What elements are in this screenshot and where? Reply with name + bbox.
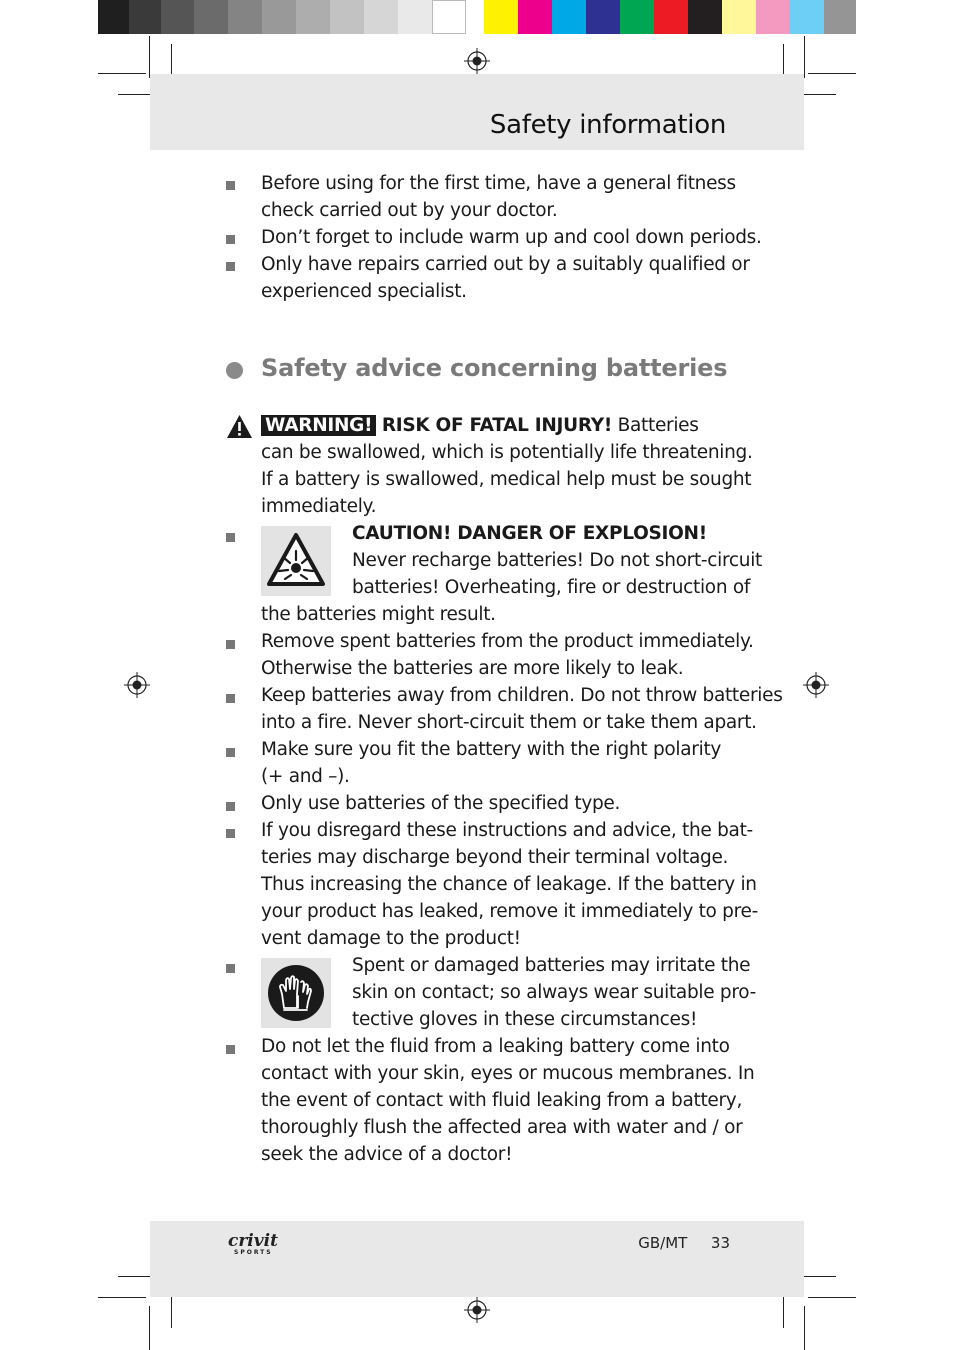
warning-text: Batteries (617, 415, 699, 436)
warning-headline: RISK OF FATAL INJURY! (381, 415, 613, 436)
brand-logo: crivit (228, 1231, 278, 1251)
text-line: Otherwise the batteries are more likely to leak. (261, 658, 684, 679)
explosion-headline: CAUTION! DANGER OF EXPLOSION! (352, 523, 707, 544)
page-number: 33 (710, 1234, 730, 1252)
text-line: your product has leaked, remove it immediately to pre- (261, 901, 758, 922)
text-line: the event of contact with fluid leaking from a battery, (261, 1090, 743, 1111)
warning-line (261, 412, 699, 439)
text-line: seek the advice of a doctor! (261, 1144, 513, 1165)
text-line: skin on contact; so always wear suitable pro- (352, 982, 756, 1003)
warning-badge: WARNING! (261, 415, 376, 436)
text-line: Before using for the first time, have a general fitness (261, 173, 736, 194)
text-line: thoroughly flush the affected area with water and / or (261, 1117, 743, 1138)
bullet-square-icon (226, 181, 235, 190)
bullet-square-icon (226, 748, 235, 757)
explosion-hazard-icon (261, 526, 331, 596)
text-line: Remove spent batteries from the product immediately. (261, 631, 754, 652)
text-line: Thus increasing the chance of leakage. If the battery in (261, 874, 757, 895)
text-line: can be swallowed, which is potentially life threatening. (261, 442, 753, 463)
footer-locale: GB/MT (638, 1234, 688, 1252)
text-line: Make sure you fit the battery with the right polarity (261, 739, 722, 760)
brand-logo-subtitle: SPORTS (234, 1249, 273, 1256)
text-line: (+ and –). (261, 766, 350, 787)
bullet-square-icon (226, 1045, 235, 1054)
text-line: Only use batteries of the specified type. (261, 793, 621, 814)
bullet-square-icon (226, 829, 235, 838)
text-line: Spent or damaged batteries may irritate the (352, 955, 751, 976)
page-title: Safety information (489, 110, 726, 140)
text-line: contact with your skin, eyes or mucous membranes. In (261, 1063, 755, 1084)
section-bullet-icon (226, 362, 243, 379)
bullet-square-icon (226, 802, 235, 811)
text-line: Only have repairs carried out by a suitably qualified or (261, 254, 750, 275)
text-line: Don’t forget to include warm up and cool down periods. (261, 227, 762, 248)
text-line: If a battery is swallowed, medical help must be sought (261, 469, 752, 490)
text-line: Keep batteries away from children. Do not throw batteries (261, 685, 783, 706)
text-line: tective gloves in these circumstances! (352, 1009, 698, 1030)
text-line: check carried out by your doctor. (261, 200, 558, 221)
text-line: Never recharge batteries! Do not short-circuit (352, 550, 763, 571)
text-line: into a fire. Never short-circuit them or take them apart. (261, 712, 757, 733)
text-line: batteries! Overheating, fire or destruction of (352, 577, 751, 598)
footer-band (150, 1221, 804, 1297)
text-line: experienced specialist. (261, 281, 467, 302)
text-line: Do not let the fluid from a leaking battery come into (261, 1036, 730, 1057)
text-line: immediately. (261, 496, 377, 517)
text-line: the batteries might result. (261, 604, 496, 625)
text-line: vent damage to the product! (261, 928, 521, 949)
warning-triangle-icon (226, 414, 253, 439)
bullet-square-icon (226, 533, 235, 542)
bullet-square-icon (226, 235, 235, 244)
bullet-square-icon (226, 262, 235, 271)
section-title: Safety advice concerning batteries (261, 354, 728, 382)
text-line: If you disregard these instructions and advice, the bat- (261, 820, 753, 841)
bullet-square-icon (226, 640, 235, 649)
footer-page-info (638, 1234, 730, 1252)
bullet-square-icon (226, 964, 235, 973)
text-line: teries may discharge beyond their terminal voltage. (261, 847, 729, 868)
bullet-square-icon (226, 694, 235, 703)
protective-gloves-icon (261, 958, 331, 1028)
